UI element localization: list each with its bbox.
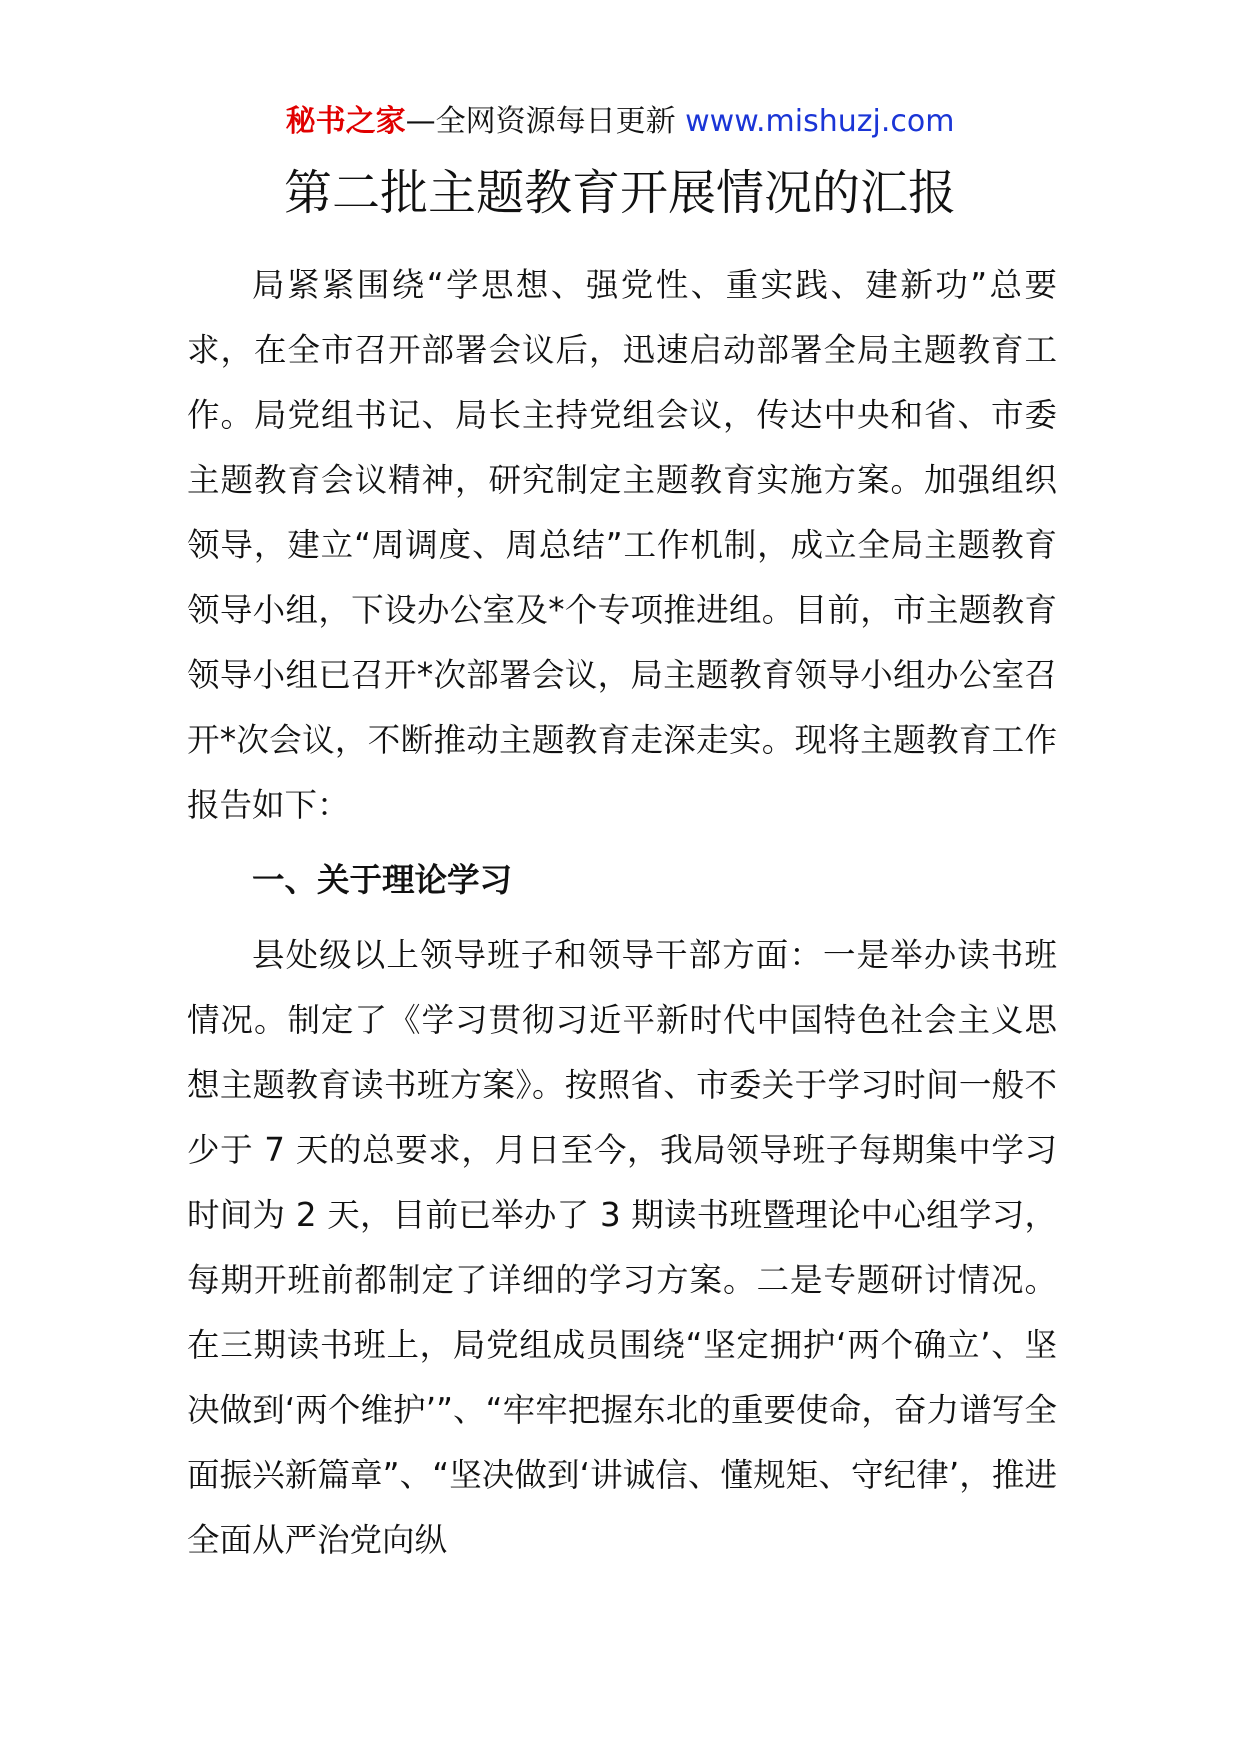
intro-paragraph: 局紧紧围绕“学思想、强党性、重实践、建新功”总要求，在全市召开部署会议后，迅速启动部署全局主题教育工作。局党组书记、局长主持党组会议，传达中央和省、市委主题教育会议精神，研究制定主题教育实施方案。加强组织领导，建立“周调度、周总结”工作机制，成立全局主题教育领导小组，下设办公室及*个专项推进组。目前，市主题教育领导小组已召开*次部署会议，局主题教育领导小组办公室召开*次会议，不断推动主题教育走深走实。现将主题教育工作报告如下： [187, 266, 1057, 824]
section-heading-theory-study: 一、关于理论学习 [252, 861, 513, 899]
website-link[interactable]: www.mishuzj.com [685, 104, 955, 139]
site-watermark-header [0, 100, 1240, 144]
slogan-text: —全网资源每日更新 [405, 104, 686, 139]
document-title: 第二批主题教育开展情况的汇报 [283, 165, 956, 221]
document-body [187, 253, 1057, 1573]
brand-name: 秘书之家 [285, 104, 406, 139]
section-paragraph: 县处级以上领导班子和领导干部方面：一是举办读书班情况。制定了《学习贯彻习近平新时代中国特色社会主义思想主题教育读书班方案》。按照省、市委关于学习时间一般不少于 7 天的总要求，月日至今，我局领导班子每期集中学习时间为 2 天，目前已举办了 3 期读书班暨理论中心组学习，每期开班前都制定了详细的学习方案。二是专题研讨情况。在三期读书班上，局党组成员围绕“坚定拥护‘两个确立’、坚决做到‘两个维护’”、“牢牢把握东北的重要使命，奋力谱写全面振兴新篇章”、“坚决做到‘讲诚信、懂规矩、守纪律’，推进全面从严治党向纵 [187, 936, 1057, 1559]
